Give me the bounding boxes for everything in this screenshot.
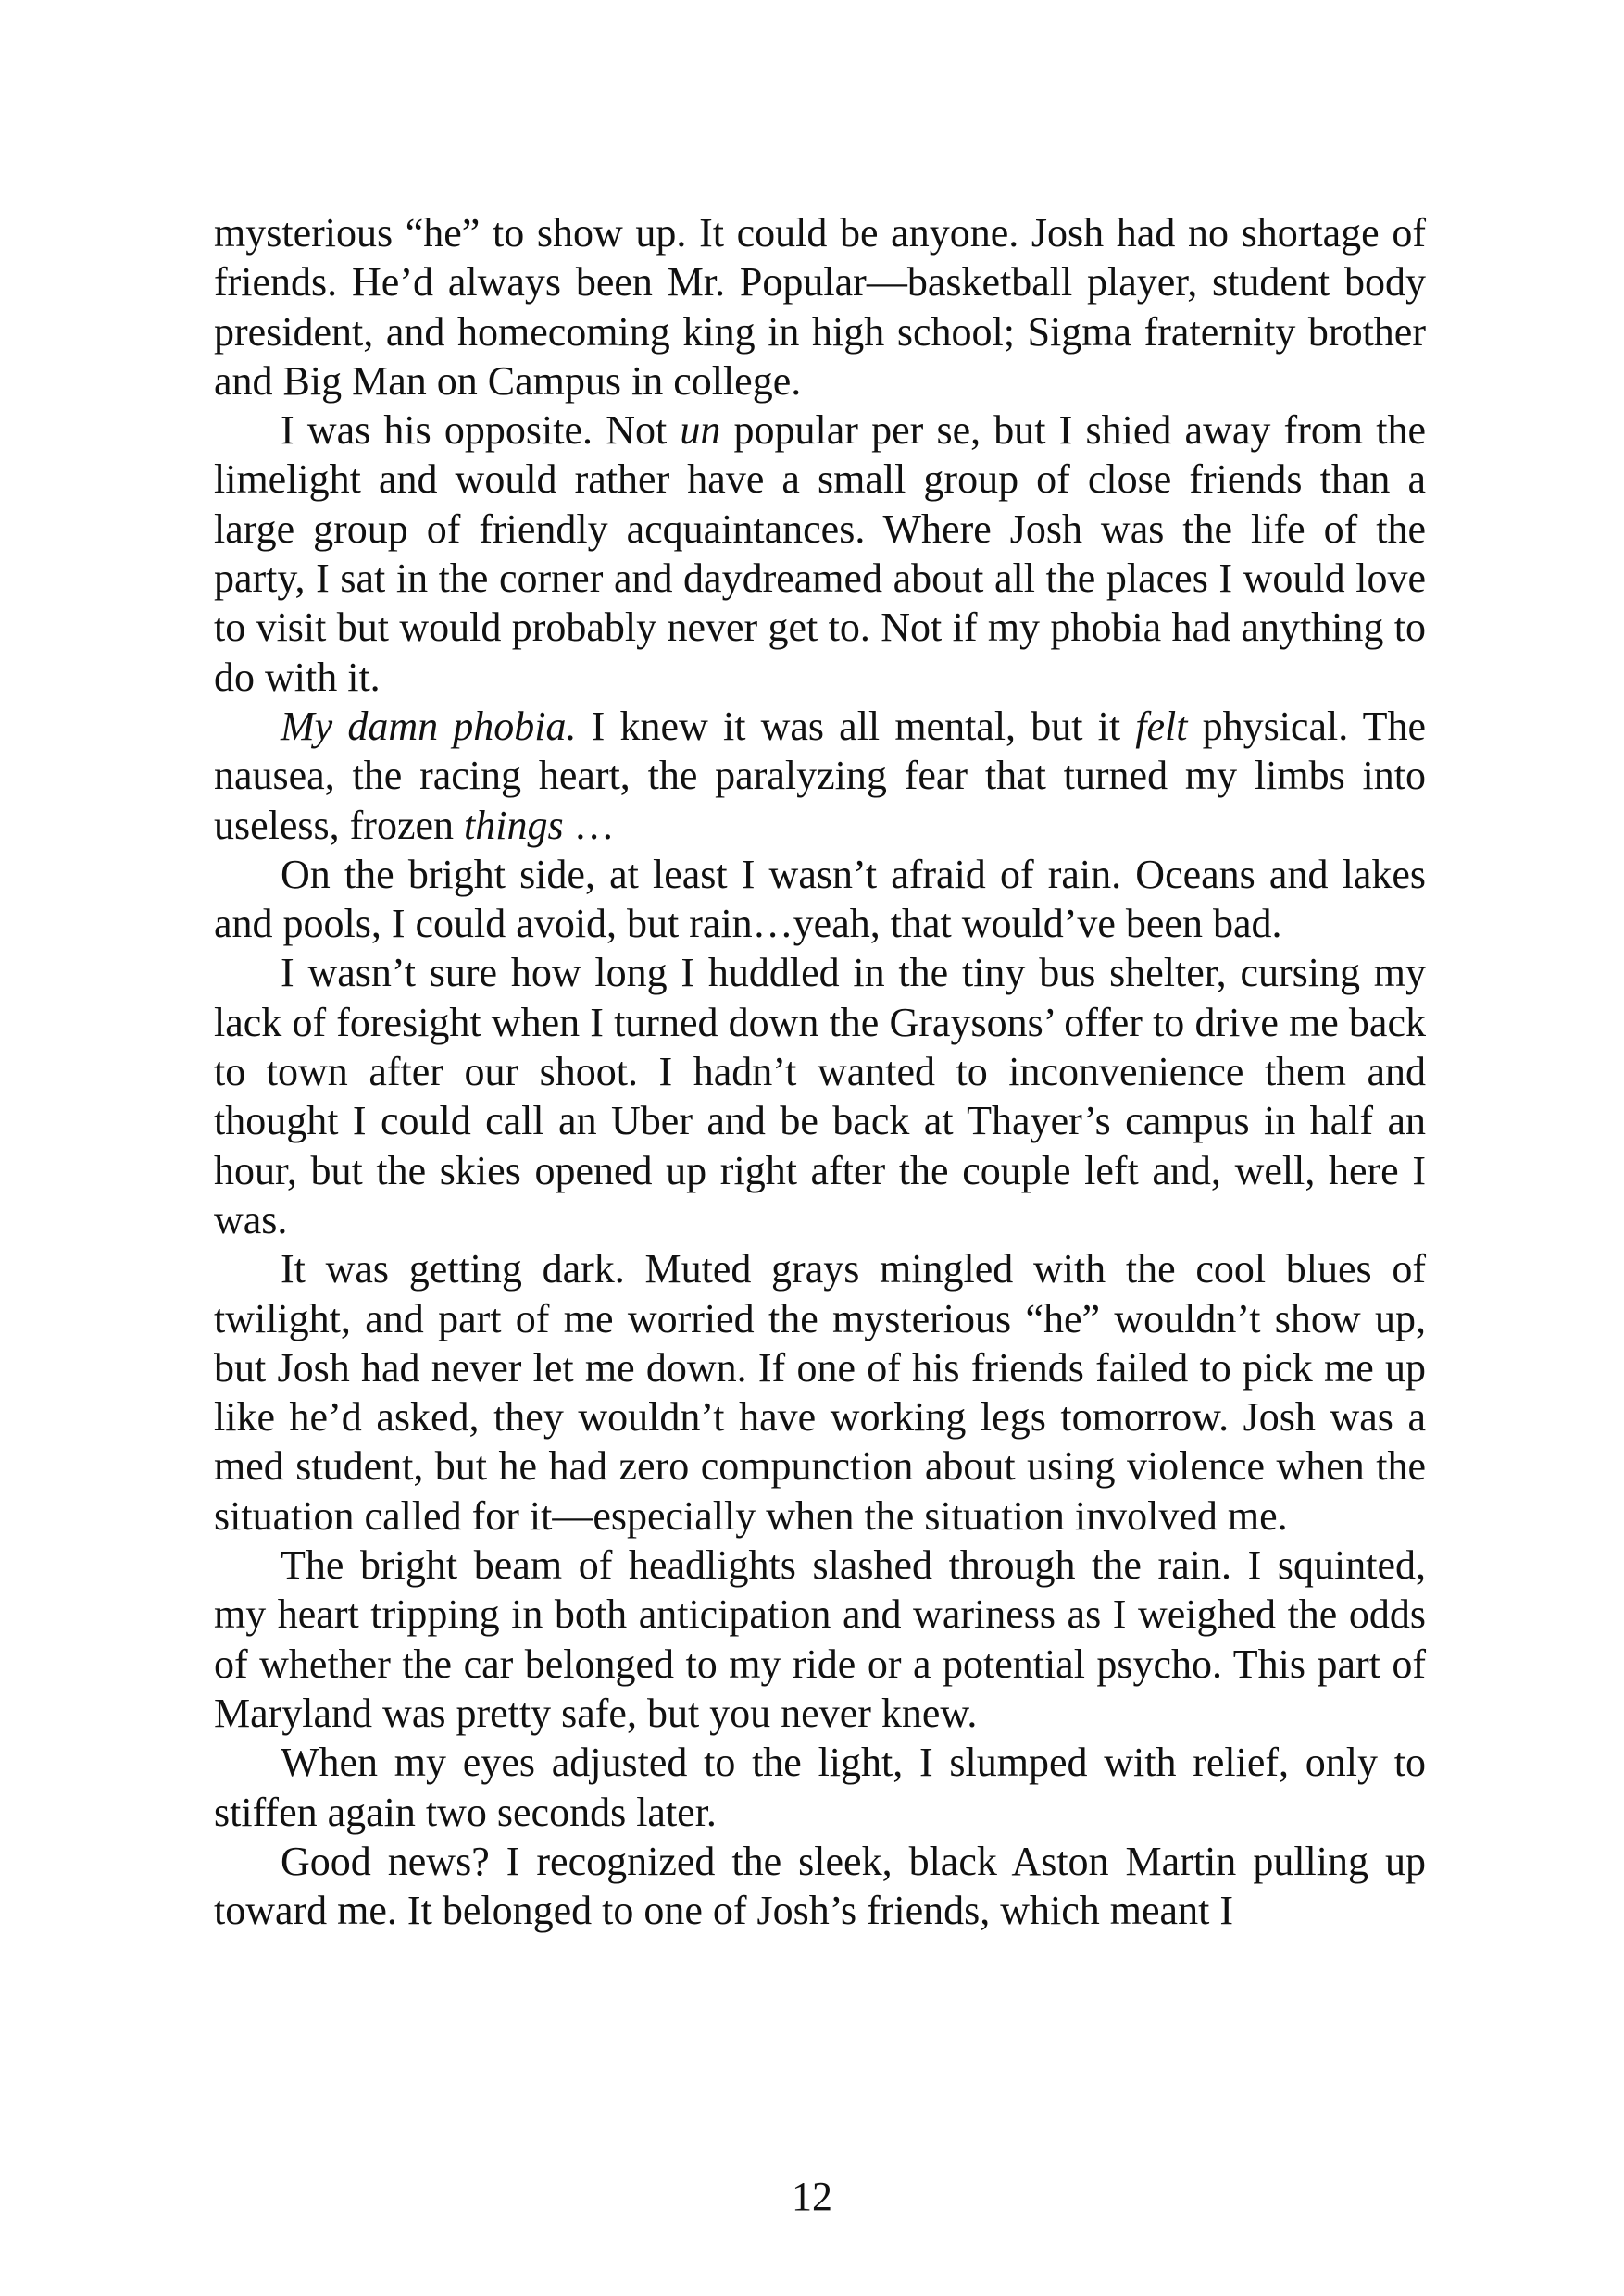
text-run: I wasn’t sure how long I huddled in the tiny bus shelter, cursing my lack of foresight when I turned down the Graysons’ offer to drive me back to town after our shoot. I hadn’t wanted to inconvenience them and thought I could call an Uber and be back at Thayer’s campus in half an hour, but the skies opened up right after the couple left and, well, here I was. — [214, 950, 1426, 1242]
paragraph-1 — [214, 208, 1426, 406]
paragraph-5 — [214, 948, 1426, 1244]
text-run: … — [563, 802, 615, 848]
text-run: I was his opposite. Not — [281, 407, 681, 454]
body-text — [214, 208, 1426, 1935]
text-run: Good news? I recognized the sleek, black Aston Martin pulling up toward me. It belonged to one of Josh’s friends, which meant I — [214, 1838, 1426, 1934]
text-run: popular per se, but I shied away from the limelight and would rather have a small group of close friends than a large group of friendly acquaintances. Where Josh was the life of the party, I sat in the corner and daydreamed about all the places I would love to visit but would probably never get to. Not if my phobia had anything to do with it. — [214, 407, 1426, 700]
paragraph-8 — [214, 1738, 1426, 1837]
paragraph-6 — [214, 1244, 1426, 1541]
paragraph-3 — [214, 702, 1426, 850]
page-number: 12 — [792, 2174, 832, 2219]
paragraph-7 — [214, 1541, 1426, 1738]
text-run: The bright beam of headlights slashed through the rain. I squinted, my heart tripping in both anticipation and wariness as I weighed the odds of whether the car belonged to my ride or a potential psycho. This part of Maryland was pretty safe, but you never knew. — [214, 1542, 1426, 1736]
text-run: On the bright side, at least I wasn’t afraid of rain. Oceans and lakes and pools, I could avoid, but rain…yeah, that would’ve been bad. — [214, 851, 1426, 947]
italic-run: things — [464, 802, 564, 848]
text-run: I knew it was all mental, but it — [576, 703, 1136, 749]
paragraph-2 — [214, 406, 1426, 702]
text-run: mysterious “he” to show up. It could be anyone. Josh had no shortage of friends. He’d always been Mr. Popular—basketball player, student body president, and homecoming king in high school; Sigma fraternity brother and Big Man on Campus in college. — [214, 210, 1426, 404]
paragraph-4 — [214, 850, 1426, 949]
text-run: It was getting dark. Muted grays mingled with the cool blues of twilight, and part of me worried the mysterious “he” wouldn’t show up, but Josh had never let me down. If one of his friends failed to pick me up like he’d asked, they wouldn’t have working legs tomorrow. Josh was a med student, but he had zero compunction about using violence when the situation called for it—especially when the situation involved me. — [214, 1246, 1426, 1539]
italic-run: My damn phobia. — [281, 703, 577, 749]
italic-run: felt — [1135, 703, 1188, 749]
text-run: physical. The nausea, the racing heart, the paralyzing fear that turned my limbs into useless, frozen — [214, 703, 1426, 848]
paragraph-9 — [214, 1837, 1426, 1936]
italic-run: un — [680, 407, 721, 454]
text-run: When my eyes adjusted to the light, I slumped with relief, only to stiffen again two seconds later. — [214, 1740, 1426, 1835]
